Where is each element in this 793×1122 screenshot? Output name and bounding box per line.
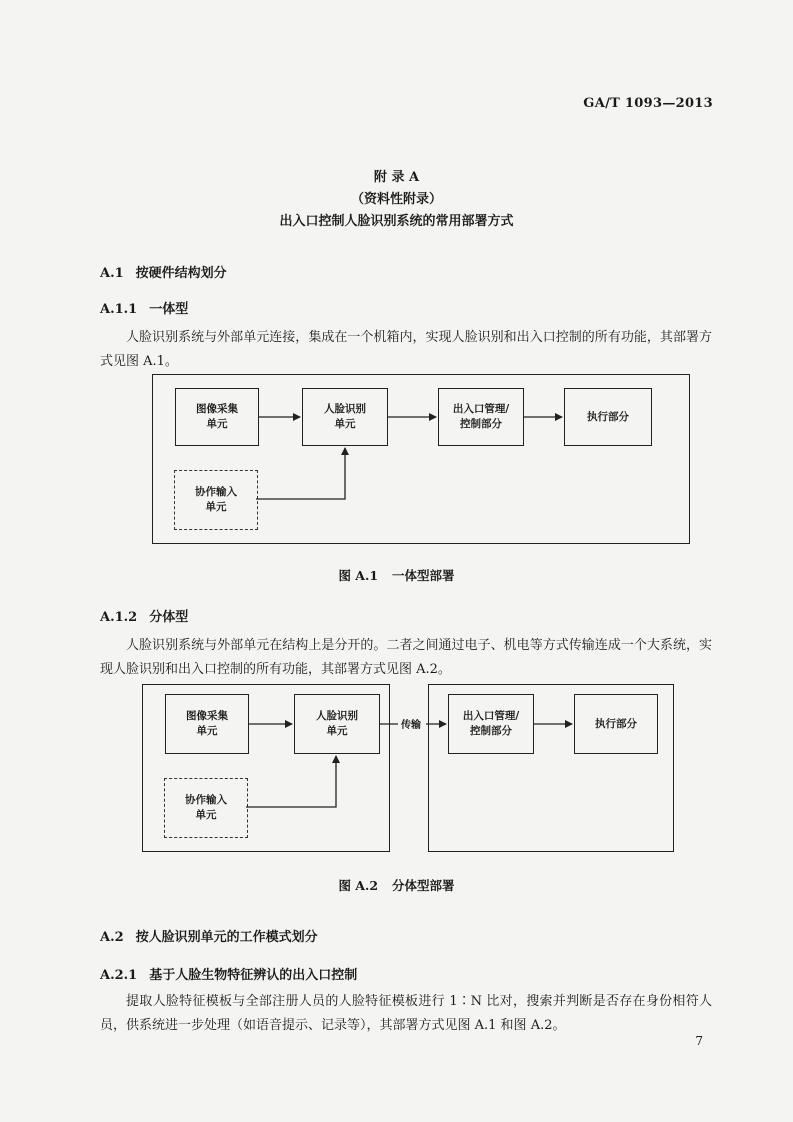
section-a21 <box>100 964 357 983</box>
section-number: A.1.1 <box>100 302 138 317</box>
paragraph-a21: 提取人脸特征模板与全部注册人员的人脸特征模板进行 1∶N 比对，搜索并判断是否存在身份相符人员，供系统进一步处理（如语音提示、记录等），其部署方式见图 A.1 和图 A.2。 <box>100 994 712 1033</box>
section-title: 按人脸识别单元的工作模式划分 <box>135 930 318 945</box>
page-number: 7 <box>695 1034 703 1048</box>
face-recognition-unit: 人脸识别 单元 <box>294 694 380 754</box>
access-management-unit: 出入口管理/ 控制部分 <box>438 388 524 446</box>
execution-unit: 执行部分 <box>574 694 658 754</box>
section-title: 分体型 <box>149 610 189 625</box>
section-a2 <box>100 926 318 945</box>
caption-text: 一体型部署 <box>392 568 455 583</box>
image-capture-unit: 图像采集 单元 <box>165 694 249 754</box>
section-number: A.2.1 <box>100 968 138 983</box>
caption-number: 图 A.1 <box>338 568 379 583</box>
annex-type: （资料性附录） <box>350 192 442 207</box>
cooperative-input-unit: 协作输入 单元 <box>164 778 248 838</box>
arrow-coop-to-recog <box>246 756 336 807</box>
execution-unit: 执行部分 <box>564 388 652 446</box>
annex-heading: 出入口控制人脸识别系统的常用部署方式 <box>279 214 514 229</box>
section-number: A.1 <box>100 266 124 281</box>
section-title: 按硬件结构划分 <box>135 266 227 281</box>
arrow-coop-to-recog <box>256 448 345 499</box>
annex-title: 附 录 A <box>373 170 420 185</box>
section-number: A.2 <box>100 930 124 945</box>
section-title: 基于人脸生物特征辨认的出入口控制 <box>149 968 358 983</box>
transmission-label: 传输 <box>400 716 422 731</box>
image-capture-unit: 图像采集 单元 <box>175 388 259 446</box>
section-number: A.1.2 <box>100 610 138 625</box>
section-title: 一体型 <box>149 302 189 317</box>
caption-number: 图 A.2 <box>338 878 379 893</box>
access-management-unit: 出入口管理/ 控制部分 <box>448 694 534 754</box>
caption-text: 分体型部署 <box>392 878 455 893</box>
paragraph-a12: 人脸识别系统与外部单元在结构上是分开的。二者之间通过电子、机电等方式传输连成一个大系统，实现人脸识别和出入口控制的所有功能，其部署方式见图 A.2。 <box>100 638 712 677</box>
paragraph-a11: 人脸识别系统与外部单元连接，集成在一个机箱内，实现人脸识别和出入口控制的所有功能，其部署方式见图 A.1。 <box>100 330 712 369</box>
cooperative-input-unit: 协作输入 单元 <box>174 470 258 530</box>
face-recognition-unit: 人脸识别 单元 <box>302 388 388 446</box>
standard-code: GA/T 1093—2013 <box>583 96 713 111</box>
